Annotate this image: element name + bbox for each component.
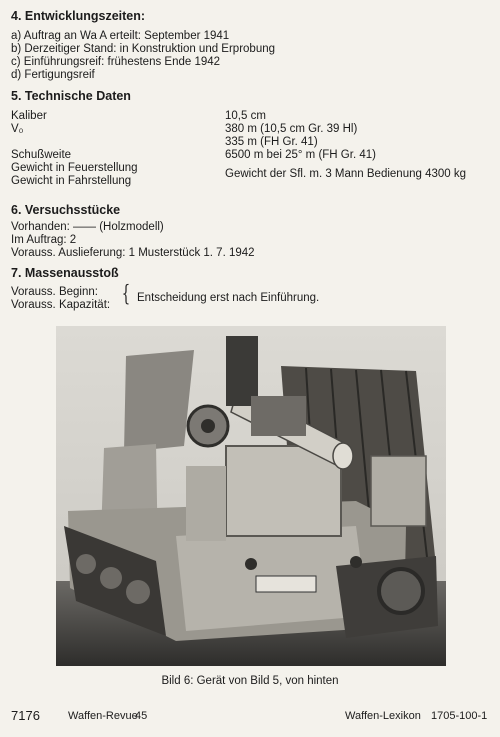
section-6-auslieferung: Vorauss. Auslieferung: 1 Musterstück 1. 7. 1942 bbox=[11, 247, 255, 259]
journal-name: Waffen-Revue bbox=[68, 710, 138, 722]
tech-value-v0-gr41: 335 m (FH Gr. 41) bbox=[225, 136, 318, 148]
section-4-line-a: a) Auftrag an Wa A erteilt: September 1941 bbox=[11, 30, 230, 42]
section-7-beginn-label: Vorauss. Beginn: bbox=[11, 286, 98, 298]
tech-value-v0-gr39: 380 m (10,5 cm Gr. 39 Hl) bbox=[225, 123, 358, 135]
tech-label-gewicht-fahrt: Gewicht in Fahrstellung bbox=[11, 175, 132, 187]
section-7-heading: 7. Massenausstoß bbox=[11, 266, 119, 280]
section-4-line-b: b) Derzeitiger Stand: in Konstruktion und Erprobung bbox=[11, 43, 276, 55]
curly-brace-icon: { bbox=[121, 282, 131, 307]
vehicle-photo-graphic bbox=[56, 326, 446, 666]
section-4-line-c: c) Einführungsreif: frühestens Ende 1942 bbox=[11, 56, 221, 68]
issue-number: 45 bbox=[135, 710, 148, 722]
tech-label-schussweite: Schußweite bbox=[11, 149, 72, 161]
vehicle-photo bbox=[56, 326, 446, 666]
tech-label-v0: V₀ bbox=[11, 123, 24, 135]
photo-caption: Bild 6: Gerät von Bild 5, von hinten bbox=[161, 675, 339, 687]
tech-value-kaliber: 10,5 cm bbox=[225, 110, 266, 122]
tech-value-gewicht: Gewicht der Sfl. m. 3 Mann Bedienung 4300 kg bbox=[225, 168, 467, 180]
section-6-im-auftrag: Im Auftrag: 2 bbox=[11, 234, 77, 246]
section-4-line-d: d) Fertigungsreif bbox=[11, 69, 95, 81]
page-number: 7176 bbox=[11, 708, 40, 723]
series-name: Waffen-Lexikon bbox=[345, 710, 421, 722]
section-6-vorhanden: Vorhanden: —— (Holzmodell) bbox=[11, 221, 164, 233]
section-6-heading: 6. Versuchsstücke bbox=[11, 203, 121, 217]
document-code: 1705-100-1 bbox=[431, 710, 488, 722]
section-5-heading: 5. Technische Daten bbox=[11, 89, 131, 103]
section-4-heading: 4. Entwicklungszeiten: bbox=[11, 9, 146, 23]
section-7-note: Entscheidung erst nach Einführung. bbox=[137, 292, 320, 304]
tech-label-kaliber: Kaliber bbox=[11, 110, 47, 122]
section-7-kapazitaet-label: Vorauss. Kapazität: bbox=[11, 299, 111, 311]
tech-value-schussweite: 6500 m bei 25° m (FH Gr. 41) bbox=[225, 149, 376, 161]
tech-label-gewicht-feuer: Gewicht in Feuerstellung bbox=[11, 162, 138, 174]
